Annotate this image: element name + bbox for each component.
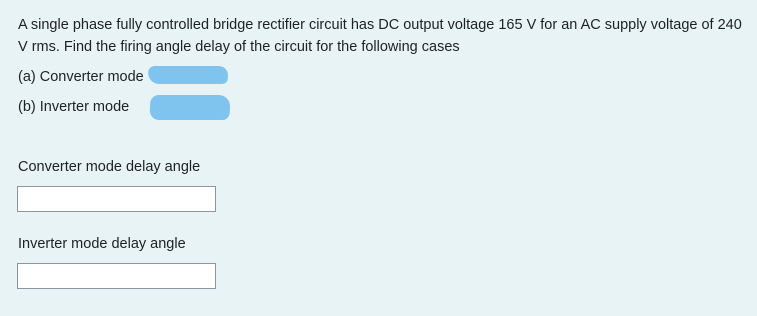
converter-delay-input[interactable]	[17, 186, 216, 212]
redaction-mark-a	[147, 66, 228, 84]
case-b-label: (b) Inverter mode	[18, 99, 130, 115]
converter-delay-label: Converter mode delay angle	[18, 159, 201, 175]
inverter-delay-input[interactable]	[17, 263, 216, 289]
inverter-delay-label: Inverter mode delay angle	[18, 236, 186, 252]
case-a-label: (a) Converter mode	[18, 69, 144, 85]
question-text: A single phase fully controlled bridge rectifier circuit has DC output voltage 165 V for an AC supply voltage of 240 V rms. Find the firing angle delay of the circuit for the following cases	[18, 17, 742, 55]
redaction-mark-b	[149, 95, 230, 120]
